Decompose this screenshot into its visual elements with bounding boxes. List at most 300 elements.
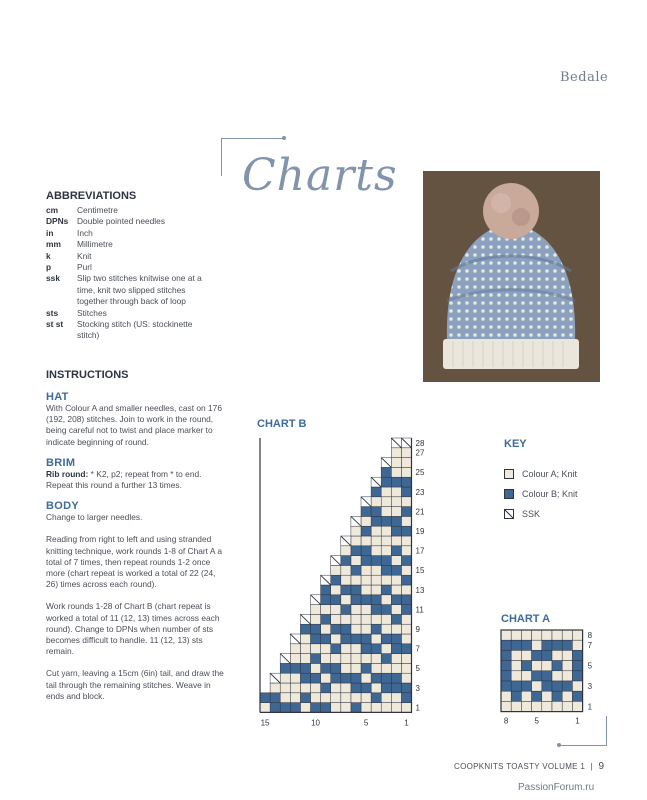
chart-b-cell [300, 663, 310, 673]
chart-b-cell [381, 585, 391, 595]
chart-b-cell [371, 605, 381, 615]
chart-b-row-label: 23 [415, 487, 425, 497]
chart-b-cell [270, 693, 280, 703]
chart-a-cell [542, 661, 552, 671]
chart-a-cell [542, 650, 552, 660]
colour-a-swatch [504, 469, 514, 479]
chart-b-cell [361, 565, 371, 575]
chart-b-cell [381, 595, 391, 605]
chart-b-cell [311, 614, 321, 624]
chart-b-cell [391, 516, 401, 526]
chart-a-cell [572, 630, 582, 640]
chart-b-cell [321, 703, 331, 713]
chart-b-cell [371, 663, 381, 673]
chart-a-cell [511, 691, 521, 701]
chart-b-cell [361, 575, 371, 585]
chart-b-cell [361, 595, 371, 605]
chart-b-cell [280, 703, 290, 713]
chart-a-cell [511, 650, 521, 660]
chart-b-cell [401, 663, 411, 673]
chart-a-cell [562, 661, 572, 671]
chart-a-cell [542, 671, 552, 681]
chart-b-cell [311, 673, 321, 683]
chart-b-cell [300, 673, 310, 683]
chart-a-cell [572, 681, 582, 691]
abbreviation-term: ssk [46, 273, 60, 284]
chart-b-cell [401, 614, 411, 624]
chart-b-cell [381, 703, 391, 713]
chart-a-cell [562, 650, 572, 660]
abbreviation-term: in [46, 227, 54, 238]
chart-b-cell [391, 673, 401, 683]
chart-b-cell [391, 614, 401, 624]
chart-b-cell [401, 526, 411, 536]
chart-b-cell [321, 654, 331, 664]
chart-b-col-label: 15 [260, 718, 270, 728]
chart-b-cell [401, 507, 411, 517]
footer-separator: | [590, 762, 594, 771]
chart-a-cell [501, 701, 511, 711]
chart-a-cell [532, 681, 542, 691]
chart-b-cell [351, 644, 361, 654]
footer-bracket-dot [557, 743, 561, 747]
chart-b-cell [290, 673, 300, 683]
chart-b-cell [391, 683, 401, 693]
chart-b-cell [381, 614, 391, 624]
chart-b-cell [311, 605, 321, 615]
chart-b-cell [381, 467, 391, 477]
chart-b-cell [341, 614, 351, 624]
chart-b-cell [371, 624, 381, 634]
chart-a-cell [501, 650, 511, 660]
ssk-icon [505, 510, 513, 518]
chart-a-cell [572, 650, 582, 660]
body-heading: BODY [46, 500, 79, 513]
chart-b-cell [331, 595, 341, 605]
brim-text [46, 469, 226, 491]
chart-a-cell [562, 681, 572, 691]
chart-a-cell [521, 671, 531, 681]
chart-b-cell [341, 595, 351, 605]
chart-b-cell [401, 654, 411, 664]
chart-a-row-label: 8 [587, 630, 593, 640]
abbreviation-definition: Millimetre [77, 239, 113, 250]
chart-b-cell [401, 477, 411, 487]
chart-b-cell [361, 683, 371, 693]
chart-b-row-label: 3 [415, 683, 420, 693]
abbreviation-term: p [46, 262, 52, 273]
chart-b-cell [381, 516, 391, 526]
chart-b-cell [341, 644, 351, 654]
chart-a-cell [542, 640, 552, 650]
chart-b-cell [290, 663, 300, 673]
chart-b-cell [391, 595, 401, 605]
chart-b-cell [321, 585, 331, 595]
chart-b-cell [401, 595, 411, 605]
key-item-colour-b [504, 484, 578, 504]
chart-b-cell [351, 605, 361, 615]
chart-a-cell [562, 671, 572, 681]
chart-b-row-label: 27 [415, 448, 425, 458]
abbreviations-section [46, 190, 217, 342]
chart-a-row-label: 3 [587, 681, 593, 691]
chart-b-cell [391, 477, 401, 487]
page-number: 9 [598, 761, 605, 772]
footer-bracket-vertical [606, 716, 607, 746]
chart-b-cell [341, 654, 351, 664]
chart-b-cell [351, 565, 361, 575]
chart-b-cell [260, 703, 270, 713]
brim-label: Rib round: [46, 468, 89, 479]
chart-b-cell [381, 546, 391, 556]
chart-b-cell [371, 683, 381, 693]
chart-b-cell [331, 624, 341, 634]
chart-b-cell [391, 634, 401, 644]
chart-b-cell [280, 673, 290, 683]
key-section [504, 438, 578, 524]
chart-b-cell [401, 487, 411, 497]
chart-b-cell [361, 654, 371, 664]
chart-b-cell [401, 624, 411, 634]
chart-b-cell [371, 516, 381, 526]
chart-a-title: CHART A [501, 613, 551, 625]
chart-a-cell [501, 640, 511, 650]
abbreviation-definition: Purl [77, 262, 92, 273]
chart-a-cell [521, 650, 531, 660]
chart-a-cell [552, 701, 562, 711]
chart-b-cell [321, 614, 331, 624]
abbreviation-row [46, 251, 217, 262]
instructions-heading: INSTRUCTIONS [46, 369, 129, 381]
chart-b-cell [401, 585, 411, 595]
abbreviation-definition: Slip two stitches knitwise one at a time, knit two slipped stitches together through back of loop [77, 273, 202, 307]
chart-b-cell [300, 624, 310, 634]
footer-title: COOPKNITS TOASTY VOLUME 1 [454, 762, 586, 771]
abbreviation-definition: Knit [77, 250, 92, 261]
chart-b-cell [351, 693, 361, 703]
chart-b-cell [331, 565, 341, 575]
chart-b-cell [371, 644, 381, 654]
chart-b-cell [321, 624, 331, 634]
chart-b-cell [341, 634, 351, 644]
chart-a-cell [511, 671, 521, 681]
abbreviation-term: sts [46, 307, 59, 318]
chart-b-cell [381, 497, 391, 507]
chart-b-cell [361, 614, 371, 624]
chart-b-cell [401, 565, 411, 575]
chart-b-cell [391, 526, 401, 536]
chart-a-cell [552, 671, 562, 681]
chart-b-cell [371, 497, 381, 507]
chart-b-cell [371, 673, 381, 683]
chart-b-row-label: 21 [415, 507, 425, 517]
instructions-section [46, 369, 226, 702]
chart-b-cell [361, 663, 371, 673]
chart-b-cell [300, 703, 310, 713]
chart-b-col-label: 10 [311, 718, 321, 728]
chart-b-cell [290, 654, 300, 664]
chart-b-cell [300, 693, 310, 703]
chart-a-cell [552, 640, 562, 650]
chart-a-row-label: 1 [587, 702, 593, 712]
chart-b-cell [351, 614, 361, 624]
chart-a-cell [511, 681, 521, 691]
chart-a-cell [552, 630, 562, 640]
brim-body: * K2, p2; repeat from * to end. Repeat this round a further 13 times. [46, 468, 202, 491]
chart-a-cell [542, 630, 552, 640]
chart-b-cell [381, 683, 391, 693]
chart-b-cell [381, 575, 391, 585]
chart-a-cell [552, 691, 562, 701]
chart-b-cell [381, 644, 391, 654]
chart-b-cell [351, 654, 361, 664]
chart-a-cell [511, 701, 521, 711]
chart-b-cell [331, 703, 341, 713]
abbreviation-term: cm [46, 205, 59, 215]
footer [454, 761, 604, 772]
chart-b-cell [391, 497, 401, 507]
chart-b-cell [351, 585, 361, 595]
chart-b-cell [331, 693, 341, 703]
chart-a-cell [572, 661, 582, 671]
chart-b-cell [391, 585, 401, 595]
abbreviations-heading: ABBREVIATIONS [46, 190, 137, 202]
chart-b-cell [371, 703, 381, 713]
chart-a-cell [532, 691, 542, 701]
chart-a-cell [552, 681, 562, 691]
chart-b-cell [351, 624, 361, 634]
chart-b-cell [391, 644, 401, 654]
chart-b-cell [361, 703, 371, 713]
chart-b-cell [290, 644, 300, 654]
chart-b-cell [290, 683, 300, 693]
chart-b-cell [381, 673, 391, 683]
chart-a-cell [552, 650, 562, 660]
chart-b-cell [321, 634, 331, 644]
chart-a-cell [562, 701, 572, 711]
chart-b-cell [341, 605, 351, 615]
chart-b-row-label: 5 [415, 664, 420, 674]
chart-b-cell [391, 565, 401, 575]
abbreviation-row [46, 262, 217, 273]
chart-b-cell [361, 546, 371, 556]
abbreviation-term: k [46, 250, 51, 261]
chart-a-cell [532, 661, 542, 671]
chart-b-cell [331, 673, 341, 683]
chart-a-cell [521, 630, 531, 640]
chart-b-cell [391, 575, 401, 585]
chart-a-cell [532, 640, 542, 650]
colour-b-swatch [504, 489, 514, 499]
chart-b-cell [401, 634, 411, 644]
body-p3: Work rounds 1-28 of Chart B (chart repeat is worked a total of 11 (12, 13) times across each round). Change to DPNs when number of sts becomes difficult to handle. 11 (12, 13) sts remain. [46, 601, 220, 657]
chart-a-cell [521, 661, 531, 671]
chart-a-cell [572, 640, 582, 650]
chart-b-cell [401, 536, 411, 546]
chart-b-cell [361, 585, 371, 595]
chart-b-cell [361, 526, 371, 536]
chart-b-cell [361, 644, 371, 654]
chart-b-cell [391, 703, 401, 713]
chart-b-cell [321, 644, 331, 654]
chart-b-cell [371, 585, 381, 595]
body-p1: Change to larger needles. [46, 512, 143, 523]
chart-a-cell [532, 650, 542, 660]
chart-b-cell [401, 448, 411, 458]
chart-b-cell [371, 546, 381, 556]
chart-b-cell [381, 634, 391, 644]
chart-b-cell [391, 458, 401, 468]
abbreviation-term: st st [46, 319, 64, 330]
chart-b-cell [381, 536, 391, 546]
chart-b-cell [331, 605, 341, 615]
chart-b-cell [371, 575, 381, 585]
chart-b-row-label: 13 [415, 585, 425, 595]
chart-b-cell [401, 546, 411, 556]
chart-b-cell [341, 663, 351, 673]
chart-b-cell [331, 663, 341, 673]
abbreviation-row [46, 216, 217, 227]
chart-a-cell [532, 671, 542, 681]
chart-b-cell [381, 654, 391, 664]
abbreviation-definition: Stitches [77, 307, 107, 318]
chart-b-cell [351, 536, 361, 546]
chart-b-cell [391, 487, 401, 497]
chart-a-cell [572, 691, 582, 701]
chart-b-cell [371, 634, 381, 644]
chart-b-cell [401, 703, 411, 713]
chart-b-cell [361, 624, 371, 634]
chart-a-cell [542, 691, 552, 701]
abbreviation-row [46, 273, 217, 307]
chart-b-cell [401, 644, 411, 654]
chart-a-cell [501, 661, 511, 671]
chart-b-row-label: 17 [415, 546, 425, 556]
chart-a-grid [496, 626, 606, 730]
chart-b-row-label: 19 [415, 527, 425, 537]
chart-a-cell [562, 691, 572, 701]
chart-b-cell [321, 673, 331, 683]
key-label-ssk: SSK [522, 509, 541, 519]
chart-b-cell [341, 565, 351, 575]
chart-b-cell [351, 546, 361, 556]
chart-a-cell [552, 661, 562, 671]
chart-a-cell [572, 671, 582, 681]
chart-b-cell [371, 536, 381, 546]
chart-b-cell [371, 565, 381, 575]
chart-b-cell [351, 673, 361, 683]
chart-b-cell [341, 703, 351, 713]
chart-b-grid [250, 432, 425, 732]
chart-a-cell [521, 701, 531, 711]
chart-a-cell [542, 681, 552, 691]
chart-b-cell [401, 683, 411, 693]
chart-b-col-label: 5 [363, 718, 369, 728]
chart-b-cell [341, 693, 351, 703]
chart-b-cell [341, 575, 351, 585]
chart-b-cell [280, 663, 290, 673]
abbreviation-row [46, 205, 217, 216]
abbreviation-definition: Centimetre [77, 205, 118, 215]
chart-b-cell [361, 693, 371, 703]
chart-b-cell [381, 624, 391, 634]
chart-b-cell [300, 654, 310, 664]
chart-a-cell [501, 630, 511, 640]
chart-b-cell [351, 556, 361, 566]
abbreviation-row [46, 239, 217, 250]
chart-b-cell [381, 693, 391, 703]
abbreviations-list [46, 205, 217, 342]
chart-b-cell [311, 703, 321, 713]
chart-b-cell [381, 663, 391, 673]
chart-b-cell [341, 673, 351, 683]
chart-b-cell [371, 614, 381, 624]
chart-b-cell [371, 526, 381, 536]
abbreviation-definition: Double pointed needles [77, 216, 166, 227]
chart-b-cell [280, 693, 290, 703]
chart-b-cell [391, 507, 401, 517]
title-bracket-dot [282, 136, 286, 140]
chart-b-cell [260, 693, 270, 703]
chart-b-cell [331, 644, 341, 654]
chart-b-row-label: 28 [415, 438, 425, 448]
chart-b-cell [401, 556, 411, 566]
chart-b-cell [331, 575, 341, 585]
chart-b-cell [371, 556, 381, 566]
chart-b-cell [311, 663, 321, 673]
chart-b-col-label: 1 [404, 718, 409, 728]
section-label: Bedale [560, 70, 609, 85]
chart-b-cell [290, 693, 300, 703]
chart-a-cell [511, 640, 521, 650]
chart-b-row-label: 1 [415, 703, 420, 713]
key-item-colour-a [504, 464, 578, 484]
chart-b-cell [321, 693, 331, 703]
chart-b-cell [381, 565, 391, 575]
chart-b-cell [331, 614, 341, 624]
brim-heading: BRIM [46, 456, 76, 469]
chart-a-col-label: 8 [503, 716, 509, 726]
chart-b-cell [381, 487, 391, 497]
chart-b-cell [371, 693, 381, 703]
chart-a-cell [521, 640, 531, 650]
chart-b-title: CHART B [257, 418, 307, 430]
chart-b-cell [270, 703, 280, 713]
chart-a-col-label: 1 [575, 716, 580, 726]
chart-b-cell [391, 663, 401, 673]
hat-heading: HAT [46, 391, 69, 403]
abbreviation-term: mm [46, 239, 61, 250]
body-p2: Reading from right to left and using stranded knitting technique, work rounds 1-8 of Chart A a total of 7 times, then repeat rounds 1-2 once more (chart repeat is worked a total of 22 (24, 26) times across each round). [46, 534, 222, 590]
abbreviation-definition: Stocking stitch (US: stockinette stitch) [77, 319, 193, 341]
page-title: Charts [242, 150, 398, 201]
chart-b-cell [361, 673, 371, 683]
title-bracket-vertical [221, 138, 222, 176]
chart-a-cell [562, 630, 572, 640]
chart-b-cell [311, 644, 321, 654]
chart-b-cell [381, 507, 391, 517]
chart-b-cell [270, 683, 280, 693]
chart-a-row-label: 5 [587, 661, 593, 671]
chart-a-cell [542, 701, 552, 711]
chart-b-cell [391, 467, 401, 477]
chart-b-cell [341, 556, 351, 566]
chart-b-cell [331, 585, 341, 595]
chart-b-cell [361, 634, 371, 644]
chart-b-row-label: 9 [415, 625, 420, 635]
chart-b-row-label: 7 [415, 644, 420, 654]
chart-b-cell [311, 634, 321, 644]
